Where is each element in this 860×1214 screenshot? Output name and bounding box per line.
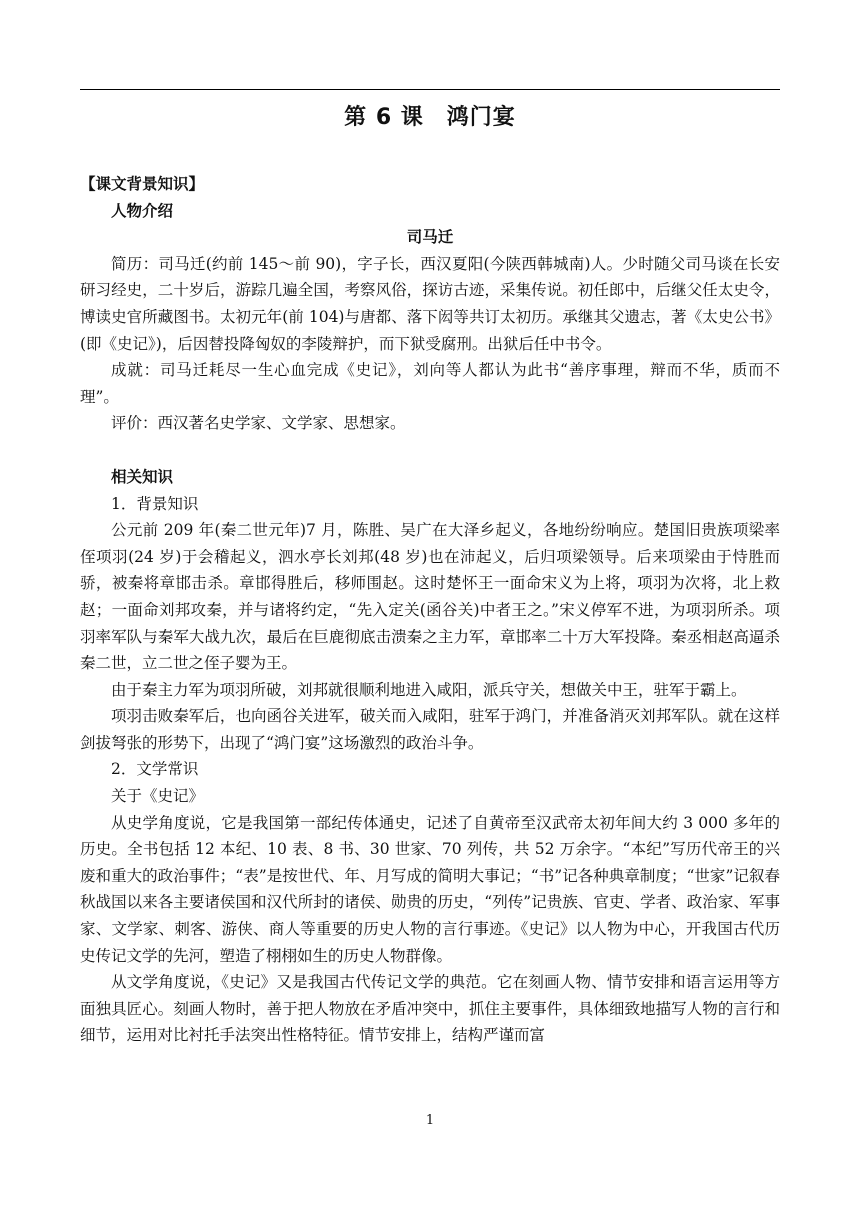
document-body bbox=[80, 171, 780, 1049]
section-2-paragraph: 从史学角度说，它是我国第一部纪传体通史，记述了自黄帝至汉武帝太初年间大约 3 000 多年的历史。全书包括 12 本纪、10 表、8 书、30 世家、70 列传，共 52 万余字。“本纪”写历代帝王的兴废和重大的政治事件；“表”是按世代、年、月写成的简明大事记；“书”记各种典章制度；“世家”记叙春秋战国以来各主要诸侯国和汉代所封的诸侯、勋贵的历史，“列传”记贵族、官吏、学者、政治家、军事家、文学家、刺客、游侠、商人等重要的历史人物的言行事迹。《史记》以人物为中心，开我国古代历史传记文学的先河，塑造了栩栩如生的历史人物群像。 bbox=[80, 813, 780, 965]
section-2-paragraph: 从文学角度说，《史记》又是我国古代传记文学的典范。它在刻画人物、情节安排和语言运用等方面独具匠心。刻画人物时，善于把人物放在矛盾冲突中，抓住主要事件，具体细致地描写人物的言行和细节，运用对比衬托手法突出性格特征。情节安排上，结构严谨而富 bbox=[80, 973, 780, 1045]
section-heading-background: 【课文背景知识】 bbox=[80, 174, 205, 193]
section-2-heading: 2．文学常识 bbox=[111, 760, 199, 779]
bio-paragraph: 简历：司马迁(约前 145～前 90)，字子长，西汉夏阳(今陕西韩城南)人。少时随父司马谈在长安研习经史，二十岁后，游踪几遍全国，考察风俗，探访古迹，采集传说。初任郎中，后继父任太史令，博读史官所藏图书。太初元年(前 104)与唐都、落下闳等共订太初历。承继其父遗志，著《太史公书》(即《史记》)，后因替投降匈奴的李陵辩护，而下狱受腐刑。出狱后任中书令。 bbox=[80, 254, 780, 353]
subheading-related: 相关知识 bbox=[111, 466, 174, 486]
person-name: 司马迁 bbox=[406, 227, 454, 247]
section-2-subheading: 关于《史记》 bbox=[111, 787, 205, 806]
section-1-heading: 1．背景知识 bbox=[111, 494, 199, 513]
spacer bbox=[80, 437, 780, 464]
achievement-paragraph: 成就：司马迁耗尽一生心血完成《史记》，刘向等人都认为此书“善序事理，辩而不华，质而不理”。 bbox=[80, 361, 780, 406]
evaluation-paragraph: 评价：西汉著名史学家、文学家、思想家。 bbox=[111, 414, 406, 433]
page-number: 1 bbox=[425, 1113, 435, 1128]
header-rule bbox=[80, 89, 780, 90]
section-1-paragraph: 公元前 209 年(秦二世元年)7 月，陈胜、吴广在大泽乡起义，各地纷纷响应。楚国旧贵族项梁率侄项羽(24 岁)于会稽起义，泗水亭长刘邦(48 岁)也在沛起义，后归项梁领导。后来项梁由于恃胜而骄，被秦将章邯击杀。章邯得胜后，移师围赵。这时楚怀王一面命宋义为上将，项羽为次将，北上救赵；一面命刘邦攻秦，并与诸将约定，“先入定关(函谷关)中者王之。”宋义停军不进，为项羽所杀。项羽率军队与秦军大战九次，最后在巨鹿彻底击溃秦之主力军，章邯率二十万大军投降。秦丞相赵高逼杀秦二世，立二世之侄子婴为王。 bbox=[80, 521, 780, 673]
page-title: 第 6 课 鸿门宴 bbox=[344, 105, 516, 130]
section-1-paragraph: 由于秦主力军为项羽所破，刘邦就很顺利地进入咸阳，派兵守关，想做关中王，驻军于霸上。 bbox=[111, 680, 747, 699]
section-1-paragraph: 项羽击败秦军后，也向函谷关进军，破关而入咸阳，驻军于鸿门，并准备消灭刘邦军队。就在这样剑拔弩张的形势下，出现了“鸿门宴”这场激烈的政治斗争。 bbox=[80, 707, 780, 752]
subheading-person-intro: 人物介绍 bbox=[111, 200, 174, 220]
